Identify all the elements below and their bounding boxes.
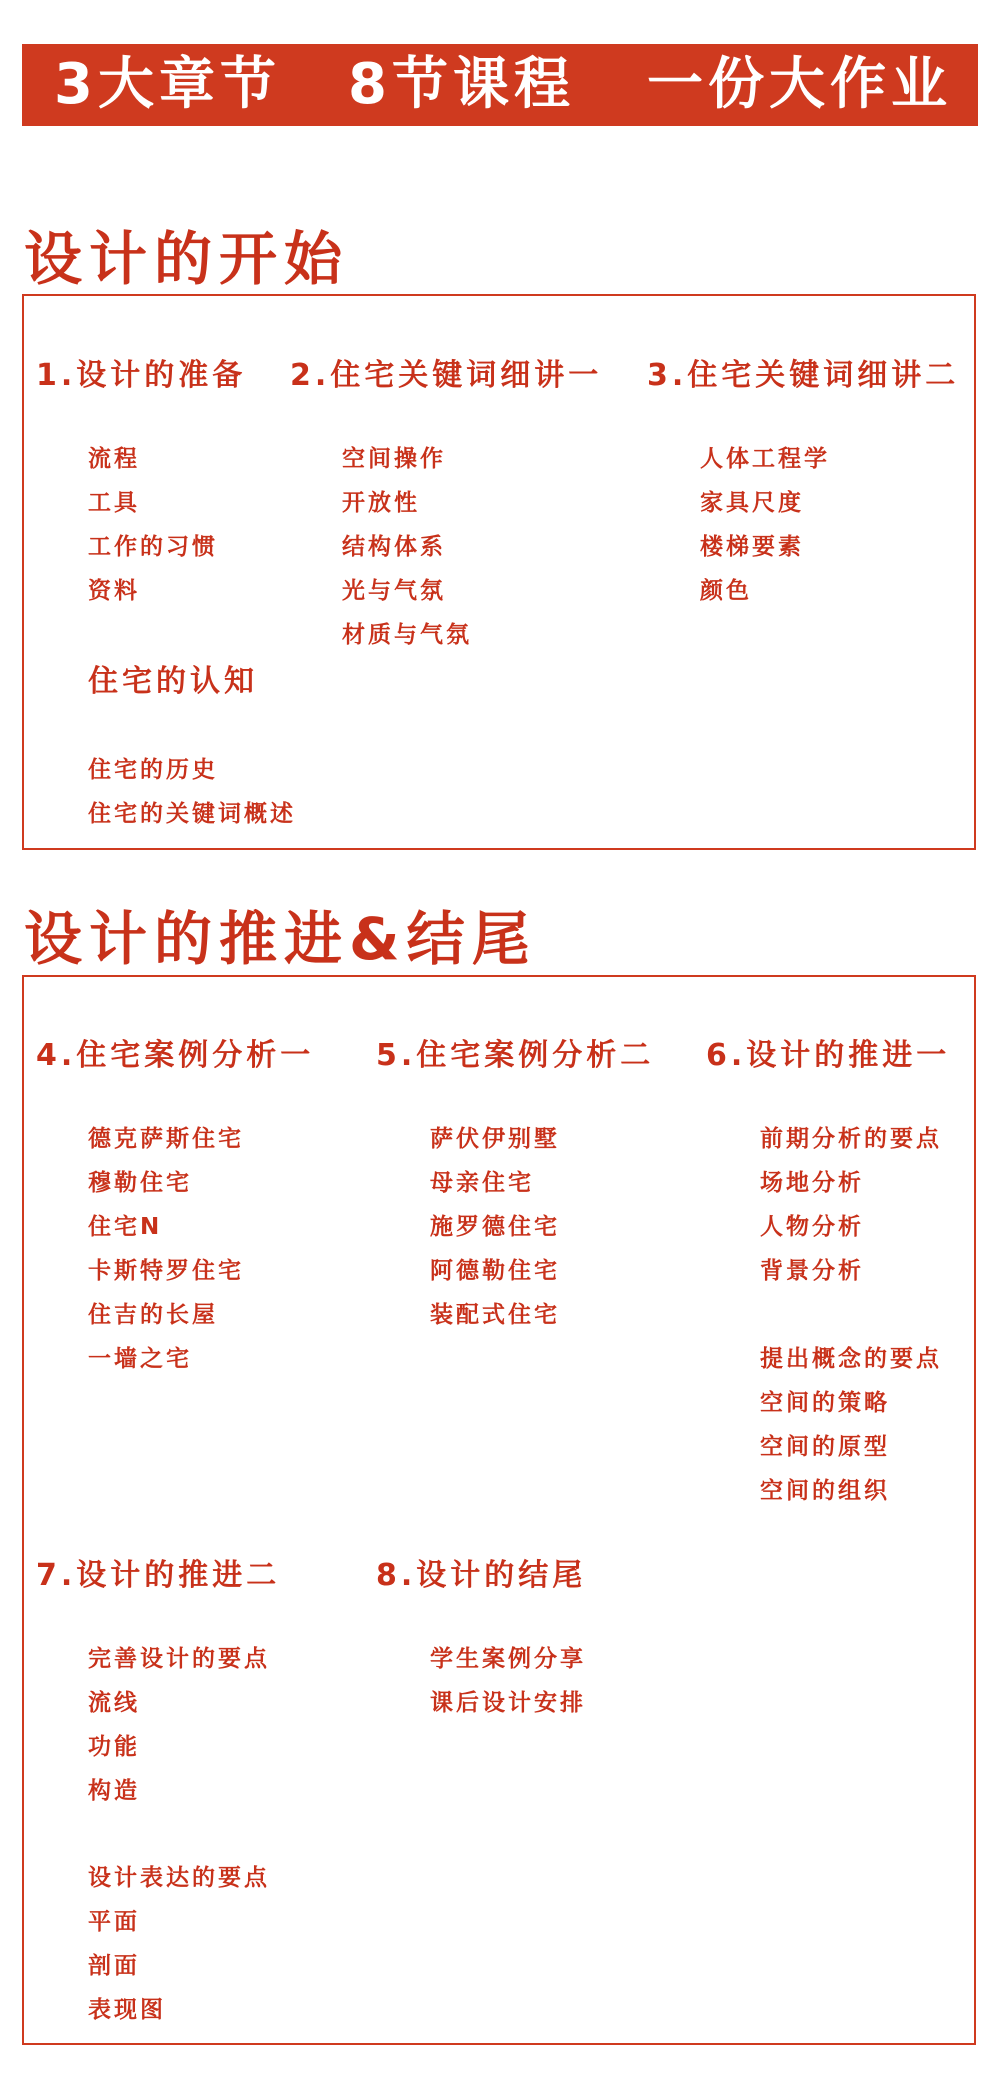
list-item: 场地分析 <box>760 1170 864 1196</box>
list-item: 学生案例分享 <box>430 1646 586 1672</box>
list-item: 母亲住宅 <box>430 1170 534 1196</box>
chapter-5-heading: 5.住宅案例分析二 <box>376 1038 655 1073</box>
list-item: 材质与气氛 <box>342 622 472 648</box>
list-item: 剖面 <box>88 1953 140 1979</box>
list-item: 流程 <box>88 446 140 472</box>
list-item: 装配式住宅 <box>430 1302 560 1328</box>
chapter-1-list <box>88 444 218 620</box>
banner-homework-text: 一份大作业 <box>647 52 952 117</box>
list-item: 人体工程学 <box>700 446 830 472</box>
chapter-6-list-analysis <box>760 1124 942 1300</box>
list-item: 卡斯特罗住宅 <box>88 1258 244 1284</box>
section-title-start: 设计的开始 <box>24 225 350 293</box>
list-item: 工作的习惯 <box>88 534 218 560</box>
list-item: 住宅的历史 <box>88 757 218 783</box>
list-item: 课后设计安排 <box>430 1690 586 1716</box>
chapter-7-heading: 7.设计的推进二 <box>36 1558 281 1593</box>
list-item: 背景分析 <box>760 1258 864 1284</box>
list-item: 开放性 <box>342 490 420 516</box>
chapter-8-heading: 8.设计的结尾 <box>376 1558 587 1593</box>
list-item: 空间的策略 <box>760 1390 890 1416</box>
chapter-5-list <box>430 1124 560 1344</box>
list-item: 提出概念的要点 <box>760 1346 942 1372</box>
list-item: 施罗德住宅 <box>430 1214 560 1240</box>
list-item: 颜色 <box>700 578 752 604</box>
list-item: 人物分析 <box>760 1214 864 1240</box>
list-item: 阿德勒住宅 <box>430 1258 560 1284</box>
header-banner <box>22 44 978 126</box>
banner-lessons-text: 8节课程 <box>348 52 575 117</box>
chapter-3-list <box>700 444 830 620</box>
chapter-4-heading: 4.住宅案例分析一 <box>36 1038 315 1073</box>
chapter-2-heading: 2.住宅关键词细讲一 <box>290 358 603 393</box>
chapter-6-list-concept <box>760 1344 942 1520</box>
list-item: 表现图 <box>88 1997 166 2023</box>
section-title-advance: 设计的推进&结尾 <box>24 905 537 973</box>
chapter-7-list-expression <box>88 1863 270 2039</box>
list-item: 住宅的关键词概述 <box>88 801 296 827</box>
list-item: 空间的原型 <box>760 1434 890 1460</box>
list-item: 工具 <box>88 490 140 516</box>
chapter-2-list <box>342 444 472 664</box>
chapter-8-list <box>430 1644 586 1732</box>
list-item: 光与气氛 <box>342 578 446 604</box>
list-item: 住吉的长屋 <box>88 1302 218 1328</box>
list-item: 空间的组织 <box>760 1478 890 1504</box>
list-item: 德克萨斯住宅 <box>88 1126 244 1152</box>
recognition-heading: 住宅的认知 <box>88 664 258 699</box>
list-item: 平面 <box>88 1909 140 1935</box>
chapter-1-heading: 1.设计的准备 <box>36 358 247 393</box>
list-item: 完善设计的要点 <box>88 1646 270 1672</box>
list-item: 构造 <box>88 1778 140 1804</box>
chapter-3-heading: 3.住宅关键词细讲二 <box>647 358 960 393</box>
list-item: 结构体系 <box>342 534 446 560</box>
list-item: 空间操作 <box>342 446 446 472</box>
chapter-4-list <box>88 1124 244 1388</box>
list-item: 楼梯要素 <box>700 534 804 560</box>
recognition-list <box>88 755 296 843</box>
list-item: 住宅N <box>88 1214 163 1240</box>
chapter-6-heading: 6.设计的推进一 <box>706 1038 951 1073</box>
list-item: 功能 <box>88 1734 140 1760</box>
list-item: 一墙之宅 <box>88 1346 192 1372</box>
list-item: 资料 <box>88 578 140 604</box>
list-item: 设计表达的要点 <box>88 1865 270 1891</box>
list-item: 流线 <box>88 1690 140 1716</box>
list-item: 前期分析的要点 <box>760 1126 942 1152</box>
banner-chapters-text: 3大章节 <box>54 52 281 117</box>
chapter-7-list-refine <box>88 1644 270 1820</box>
list-item: 家具尺度 <box>700 490 804 516</box>
list-item: 穆勒住宅 <box>88 1170 192 1196</box>
list-item: 萨伏伊别墅 <box>430 1126 560 1152</box>
